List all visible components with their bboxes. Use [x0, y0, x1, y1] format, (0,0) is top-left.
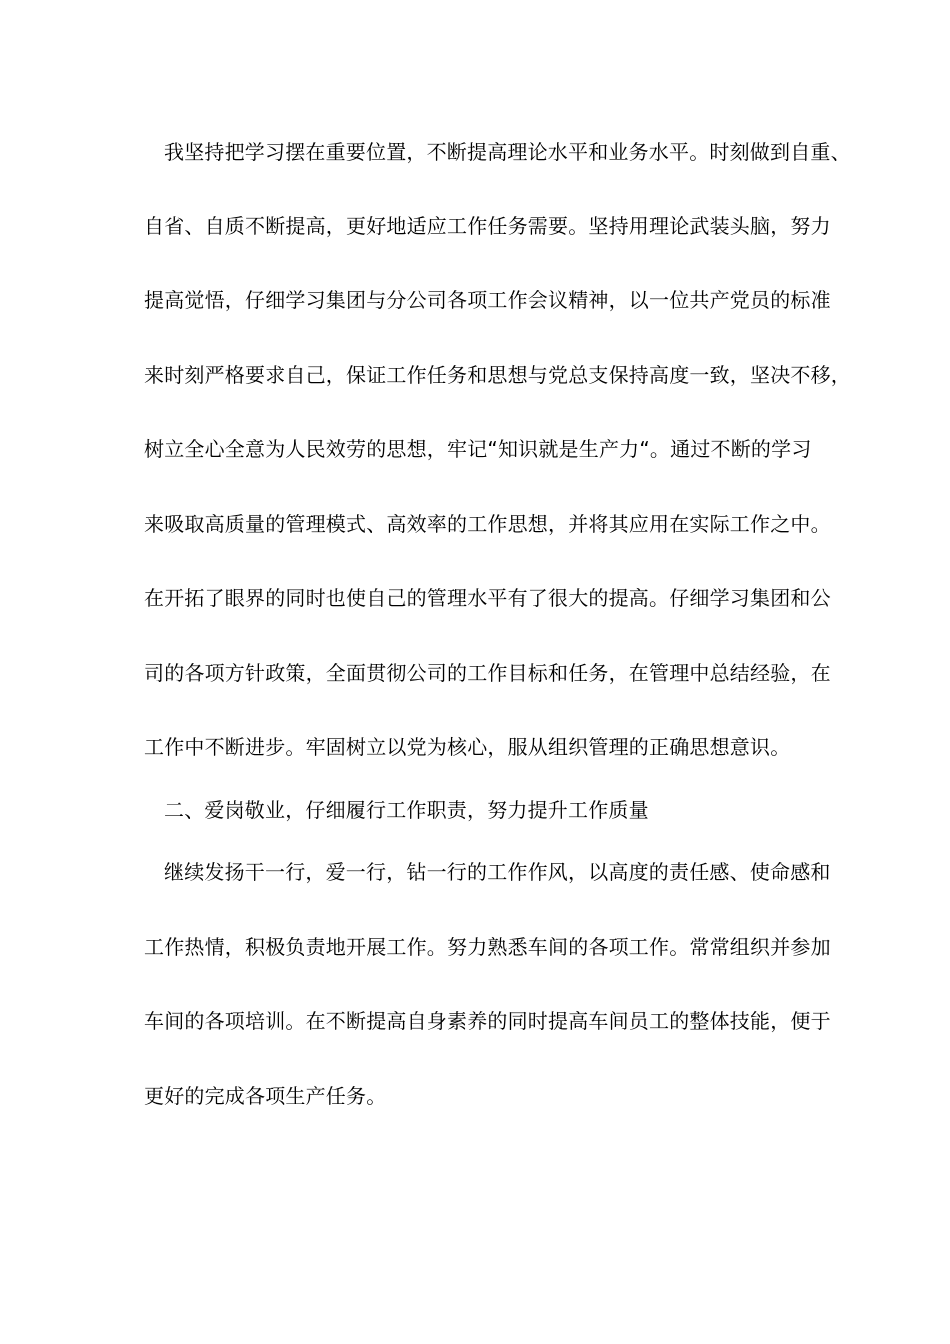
paragraph-line: 树立全心全意为人民效劳的思想，牢记“知识就是生产力“。通过不断的学习 — [144, 437, 812, 461]
paragraph-line: 更好的完成各项生产任务。 — [144, 1084, 387, 1108]
paragraph-line: 工作中不断进步。牢固树立以党为核心，服从组织管理的正确思想意识。 — [144, 735, 791, 759]
paragraph-line: 来时刻严格要求自己，保证工作任务和思想与党总支保持高度一致，坚决不移， — [144, 363, 851, 387]
paragraph-line: 我坚持把学习摆在重要位置，不断提高理论水平和业务水平。时刻做到自重、 — [164, 140, 851, 164]
paragraph-line: 在开拓了眼界的同时也使自己的管理水平有了很大的提高。仔细学习集团和公 — [144, 586, 831, 610]
paragraph-line: 来吸取高质量的管理模式、高效率的工作思想，并将其应用在实际工作之中。 — [144, 512, 831, 536]
paragraph-line: 工作热情，积极负责地开展工作。努力熟悉车间的各项工作。常常组织并参加 — [144, 935, 831, 959]
paragraph-line: 司的各项方针政策，全面贯彻公司的工作目标和任务，在管理中总结经验，在 — [144, 661, 831, 685]
paragraph-line: 继续发扬干一行，爱一行，钻一行的工作作风，以高度的责任感、使命感和 — [164, 860, 831, 884]
section-heading: 二、爱岗敬业，仔细履行工作职责，努力提升工作质量 — [164, 798, 649, 822]
paragraph-line: 车间的各项培训。在不断提高自身素养的同时提高车间员工的整体技能，便于 — [144, 1009, 831, 1033]
paragraph-line: 提高觉悟，仔细学习集团与分公司各项工作会议精神，以一位共产党员的标准 — [144, 288, 831, 312]
paragraph-line: 自省、自质不断提高，更好地适应工作任务需要。坚持用理论武装头脑，努力 — [144, 214, 831, 238]
